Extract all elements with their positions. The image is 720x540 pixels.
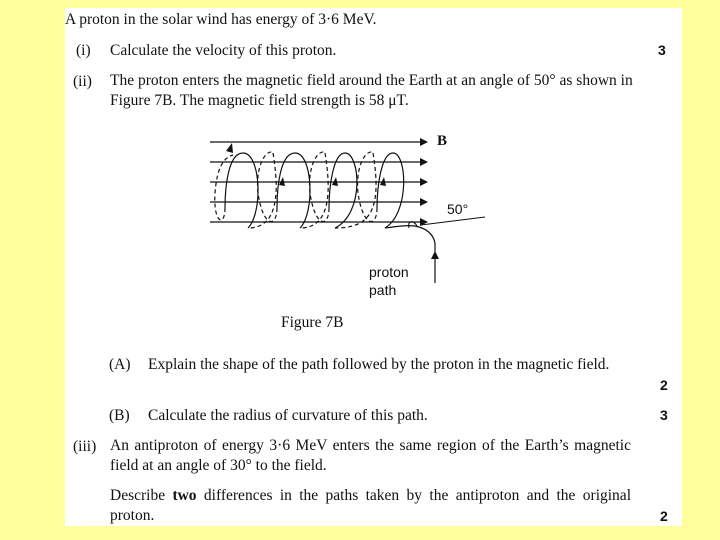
helix-back-arc [248,153,276,228]
field-lines [210,142,427,222]
part-a-marks: 2 [660,377,668,393]
part-iii-describe [110,486,631,526]
angle-leader-line [421,217,485,225]
part-iii-label: (iii) [73,438,97,455]
question-intro: A proton in the solar wind has energy of 3·6 MeV. [65,11,377,28]
helix-front-arc [277,153,310,228]
helix-front-arc [377,153,404,228]
part-b-text: Calculate the radius of curvature of this path. [148,407,428,424]
part-a-text: Explain the shape of the path followed by the proton in the magnetic field. [148,356,610,373]
describe-post: differences in the paths taken by the antiproton and the original proton. [110,487,631,524]
proton-path-label [369,263,409,299]
proton-label-line2: path [369,282,397,298]
angle-label: 50° [447,201,469,217]
figure-7b-diagram [195,133,495,333]
part-i-label: (i) [76,42,91,59]
helix-front-arc [225,153,258,228]
part-i-text: Calculate the velocity of this proton. [110,42,337,59]
part-b-marks: 3 [660,407,668,423]
part-a-label: (A) [109,356,131,373]
part-ii-label: (ii) [73,73,92,90]
helix-front-arc [329,153,357,228]
helix-back-arc [300,153,328,228]
part-iii-marks: 2 [660,508,668,524]
part-iii-text: An antiproton of energy 3·6 MeV enters the same region of the Earth’s magnetic field at an angle of 30° to the field. [110,437,631,474]
direction-arrow [226,143,233,153]
field-label-b: B [437,133,448,149]
direction-arrow [431,251,439,259]
describe-pre: Describe [110,487,173,504]
question-sheet [65,8,682,526]
proton-label-line1: proton [369,264,409,280]
part-i-marks: 3 [658,42,666,58]
part-ii-text: The proton enters the magnetic field around the Earth at an angle of 50° as shown in Figure 7B. The magnetic field strength is 58 μT. [110,72,633,109]
figure-caption: Figure 7B [281,314,344,331]
part-b-label: (B) [109,407,130,424]
describe-bold: two [172,487,197,504]
helix-back-arc [335,153,376,228]
